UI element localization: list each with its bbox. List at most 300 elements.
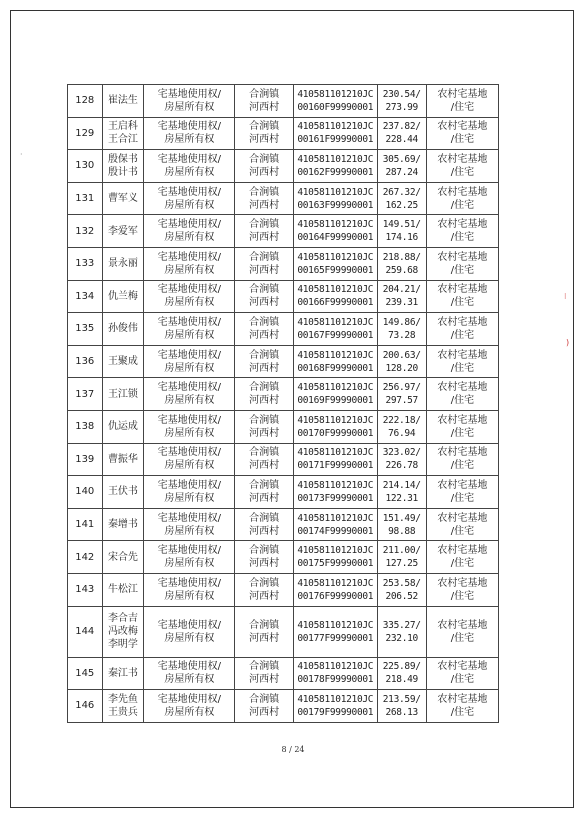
cell-unit-code-line: 410581101210JC	[297, 251, 374, 263]
cell-right-type-line: 宅基地使用权/	[157, 349, 222, 361]
cell-owner-name	[102, 182, 144, 215]
cell-area	[377, 410, 426, 443]
cell-right-type-line: 房屋所有权	[164, 427, 215, 439]
cell-owner-name-line: 秦增书	[107, 519, 138, 531]
cell-right-type-line: 宅基地使用权/	[157, 382, 222, 394]
cell-owner-name-line: 崔法生	[107, 95, 138, 107]
cell-area	[377, 150, 426, 183]
cell-owner-name-line: 李先鱼	[107, 693, 138, 705]
cell-location-line: 河西村	[249, 460, 280, 472]
cell-usage-line: 农村宅基地	[437, 316, 488, 328]
cell-unit-code-line: 410581101210JC	[297, 349, 374, 361]
cell-usage	[426, 541, 498, 574]
cell-unit-code-line: 410581101210JC	[297, 316, 374, 328]
cell-usage-line: 农村宅基地	[437, 382, 488, 394]
cell-usage-line: /住宅	[450, 558, 475, 570]
cell-unit-code-line: 410581101210JC	[297, 447, 374, 459]
cell-right-type-line: 房屋所有权	[164, 362, 215, 374]
cell-right-type	[144, 247, 235, 280]
cell-owner-name-line: 王江锁	[107, 388, 138, 400]
cell-location	[235, 85, 294, 118]
cell-unit-code-line: 410581101210JC	[297, 577, 374, 589]
cell-area-line: 273.99	[385, 101, 418, 113]
cell-right-type-line: 宅基地使用权/	[157, 661, 222, 673]
cell-location	[235, 657, 294, 690]
cell-unit-code	[293, 606, 377, 657]
cell-area-line: 174.16	[385, 232, 418, 244]
cell-right-type-line: 房屋所有权	[164, 232, 215, 244]
cell-area	[377, 657, 426, 690]
cell-location-line: 合涧镇	[249, 382, 280, 394]
cell-usage-line: /住宅	[450, 329, 475, 341]
cell-number: 129	[68, 117, 103, 150]
cell-right-type-line: 宅基地使用权/	[157, 577, 222, 589]
cell-usage-line: 农村宅基地	[437, 186, 488, 198]
cell-area-line: 256.97/	[382, 382, 421, 394]
cell-unit-code-line: 410581101210JC	[297, 512, 374, 524]
cell-usage	[426, 150, 498, 183]
cell-location-line: 河西村	[249, 590, 280, 602]
cell-number: 144	[68, 606, 103, 657]
cell-unit-code	[293, 182, 377, 215]
cell-area-line: 230.54/	[382, 88, 421, 100]
cell-number: 142	[68, 541, 103, 574]
cell-usage-line: /住宅	[450, 101, 475, 113]
cell-area-line: 323.02/	[382, 447, 421, 459]
cell-usage-line: 农村宅基地	[437, 693, 488, 705]
cell-right-type	[144, 215, 235, 248]
cell-area-line: 267.32/	[382, 186, 421, 198]
cell-unit-code	[293, 280, 377, 313]
cell-owner-name-line: 王贵兵	[107, 706, 138, 718]
cell-owner-name	[102, 247, 144, 280]
cell-usage	[426, 410, 498, 443]
cell-area-line: 151.49/	[382, 512, 421, 524]
cell-unit-code-line: 00176F99990001	[297, 590, 374, 602]
table-row	[68, 280, 499, 313]
cell-location-line: 河西村	[249, 525, 280, 537]
cell-location-line: 河西村	[249, 264, 280, 276]
cell-location-line: 河西村	[249, 329, 280, 341]
cell-right-type-line: 宅基地使用权/	[157, 251, 222, 263]
cell-usage-line: 农村宅基地	[437, 512, 488, 524]
cell-location-line: 合涧镇	[249, 219, 280, 231]
cell-right-type	[144, 657, 235, 690]
cell-unit-code-line: 410581101210JC	[297, 693, 374, 705]
cell-location-line: 河西村	[249, 101, 280, 113]
cell-location	[235, 443, 294, 476]
cell-usage	[426, 117, 498, 150]
cell-location-line: 河西村	[249, 362, 280, 374]
cell-location-line: 合涧镇	[249, 251, 280, 263]
cell-usage-line: /住宅	[450, 460, 475, 472]
cell-owner-name-line: 李明学	[107, 639, 138, 650]
cell-unit-code-line: 410581101210JC	[297, 619, 374, 631]
cell-unit-code-line: 00162F99990001	[297, 166, 374, 178]
cell-usage	[426, 657, 498, 690]
table-row	[68, 476, 499, 509]
cell-location-line: 河西村	[249, 492, 280, 504]
cell-usage-line: 农村宅基地	[437, 251, 488, 263]
cell-right-type-line: 宅基地使用权/	[157, 447, 222, 459]
cell-area	[377, 313, 426, 346]
cell-right-type	[144, 573, 235, 606]
cell-area-line: 335.27/	[382, 619, 421, 631]
cell-usage-line: 农村宅基地	[437, 88, 488, 100]
cell-unit-code-line: 00167F99990001	[297, 329, 374, 341]
cell-usage	[426, 378, 498, 411]
cell-location-line: 河西村	[249, 558, 280, 570]
cell-number: 145	[68, 657, 103, 690]
cell-area-line: 76.94	[388, 427, 416, 439]
cell-usage	[426, 606, 498, 657]
cell-usage	[426, 85, 498, 118]
cell-area	[377, 573, 426, 606]
cell-unit-code	[293, 690, 377, 723]
cell-location	[235, 150, 294, 183]
cell-area-line: 149.86/	[382, 316, 421, 328]
cell-location-line: 合涧镇	[249, 121, 280, 133]
cell-right-type-line: 房屋所有权	[164, 492, 215, 504]
cell-location-line: 河西村	[249, 427, 280, 439]
cell-right-type-line: 宅基地使用权/	[157, 316, 222, 328]
cell-usage-line: 农村宅基地	[437, 479, 488, 491]
cell-unit-code-line: 00164F99990001	[297, 232, 374, 244]
cell-usage-line: /住宅	[450, 427, 475, 439]
cell-usage-line: 农村宅基地	[437, 447, 488, 459]
cell-unit-code	[293, 476, 377, 509]
cell-area	[377, 182, 426, 215]
cell-area	[377, 345, 426, 378]
cell-usage-line: 农村宅基地	[437, 153, 488, 165]
table-row	[68, 657, 499, 690]
table-row	[68, 508, 499, 541]
cell-location	[235, 215, 294, 248]
cell-unit-code	[293, 573, 377, 606]
cell-right-type	[144, 410, 235, 443]
cell-unit-code-line: 00160F99990001	[297, 101, 374, 113]
cell-owner-name	[102, 313, 144, 346]
cell-owner-name-line: 冯改梅	[107, 626, 138, 637]
cell-owner-name-line: 仇兰梅	[107, 290, 138, 302]
cell-owner-name	[102, 443, 144, 476]
cell-area-line: 253.58/	[382, 577, 421, 589]
cell-right-type-line: 宅基地使用权/	[157, 693, 222, 705]
cell-usage-line: /住宅	[450, 199, 475, 211]
cell-usage-line: 农村宅基地	[437, 349, 488, 361]
cell-owner-name	[102, 378, 144, 411]
cell-location	[235, 541, 294, 574]
cell-area-line: 287.24	[385, 166, 418, 178]
cell-unit-code-line: 410581101210JC	[297, 545, 374, 557]
cell-unit-code	[293, 215, 377, 248]
cell-location	[235, 508, 294, 541]
cell-owner-name-line: 王伏书	[107, 486, 138, 498]
cell-unit-code	[293, 313, 377, 346]
cell-right-type-line: 房屋所有权	[164, 166, 215, 178]
cell-usage-line: /住宅	[450, 297, 475, 309]
cell-right-type	[144, 378, 235, 411]
cell-area-line: 211.00/	[382, 545, 421, 557]
cell-location	[235, 345, 294, 378]
registration-table	[67, 84, 499, 723]
cell-area-line: 206.52	[385, 590, 418, 602]
cell-area-line: 268.13	[385, 706, 418, 718]
cell-location	[235, 690, 294, 723]
cell-owner-name	[102, 117, 144, 150]
cell-owner-name	[102, 85, 144, 118]
cell-right-type-line: 房屋所有权	[164, 297, 215, 309]
cell-area-line: 232.10	[385, 632, 418, 644]
cell-unit-code-line: 410581101210JC	[297, 88, 374, 100]
cell-right-type	[144, 443, 235, 476]
cell-area	[377, 378, 426, 411]
cell-location	[235, 606, 294, 657]
cell-area-line: 162.25	[385, 199, 418, 211]
cell-location-line: 合涧镇	[249, 693, 280, 705]
cell-usage	[426, 182, 498, 215]
cell-unit-code	[293, 657, 377, 690]
cell-location-line: 合涧镇	[249, 512, 280, 524]
cell-location	[235, 182, 294, 215]
table-row	[68, 443, 499, 476]
cell-location	[235, 378, 294, 411]
cell-area-line: 228.44	[385, 134, 418, 146]
cell-right-type	[144, 508, 235, 541]
cell-owner-name	[102, 657, 144, 690]
cell-usage-line: 农村宅基地	[437, 219, 488, 231]
cell-unit-code	[293, 541, 377, 574]
cell-number: 131	[68, 182, 103, 215]
cell-location-line: 河西村	[249, 674, 280, 686]
cell-right-type-line: 宅基地使用权/	[157, 512, 222, 524]
cell-number: 128	[68, 85, 103, 118]
table-row	[68, 85, 499, 118]
cell-location-line: 合涧镇	[249, 414, 280, 426]
cell-right-type-line: 房屋所有权	[164, 395, 215, 407]
cell-right-type-line: 房屋所有权	[164, 674, 215, 686]
cell-unit-code	[293, 247, 377, 280]
cell-area-line: 297.57	[385, 395, 418, 407]
cell-area-line: 213.59/	[382, 693, 421, 705]
cell-right-type-line: 宅基地使用权/	[157, 186, 222, 198]
cell-area-line: 98.88	[388, 525, 416, 537]
cell-area	[377, 117, 426, 150]
cell-number: 130	[68, 150, 103, 183]
cell-right-type	[144, 182, 235, 215]
cell-usage	[426, 573, 498, 606]
table-row	[68, 573, 499, 606]
cell-unit-code-line: 410581101210JC	[297, 661, 374, 673]
cell-owner-name	[102, 150, 144, 183]
cell-right-type-line: 房屋所有权	[164, 706, 215, 718]
cell-usage	[426, 690, 498, 723]
cell-unit-code-line: 410581101210JC	[297, 382, 374, 394]
cell-number: 133	[68, 247, 103, 280]
cell-owner-name	[102, 606, 144, 657]
cell-usage	[426, 280, 498, 313]
cell-usage-line: /住宅	[450, 674, 475, 686]
cell-area-line: 73.28	[388, 329, 416, 341]
cell-location-line: 合涧镇	[249, 186, 280, 198]
cell-location	[235, 280, 294, 313]
cell-unit-code-line: 00166F99990001	[297, 297, 374, 309]
cell-usage-line: /住宅	[450, 632, 475, 644]
cell-area	[377, 606, 426, 657]
cell-owner-name	[102, 345, 144, 378]
cell-right-type-line: 房屋所有权	[164, 199, 215, 211]
cell-unit-code	[293, 378, 377, 411]
cell-number: 134	[68, 280, 103, 313]
cell-unit-code-line: 00178F99990001	[297, 674, 374, 686]
cell-number: 136	[68, 345, 103, 378]
cell-location-line: 合涧镇	[249, 661, 280, 673]
cell-area	[377, 85, 426, 118]
cell-unit-code-line: 00174F99990001	[297, 525, 374, 537]
cell-right-type-line: 宅基地使用权/	[157, 414, 222, 426]
cell-right-type	[144, 150, 235, 183]
cell-unit-code	[293, 85, 377, 118]
cell-area	[377, 690, 426, 723]
table-row	[68, 182, 499, 215]
cell-location-line: 合涧镇	[249, 349, 280, 361]
cell-area-line: 237.82/	[382, 121, 421, 133]
cell-right-type-line: 房屋所有权	[164, 134, 215, 146]
cell-right-type-line: 房屋所有权	[164, 525, 215, 537]
cell-owner-name	[102, 690, 144, 723]
table-row	[68, 150, 499, 183]
cell-area-line: 214.14/	[382, 479, 421, 491]
cell-right-type-line: 宅基地使用权/	[157, 219, 222, 231]
cell-owner-name-line: 牛松江	[107, 584, 138, 596]
cell-right-type-line: 房屋所有权	[164, 632, 215, 644]
cell-owner-name-line: 王聚成	[107, 356, 138, 368]
cell-right-type	[144, 690, 235, 723]
cell-area-line: 218.88/	[382, 251, 421, 263]
margin-mark: ·	[20, 150, 23, 159]
cell-usage	[426, 247, 498, 280]
cell-owner-name	[102, 280, 144, 313]
cell-unit-code-line: 00163F99990001	[297, 199, 374, 211]
cell-usage-line: 农村宅基地	[437, 545, 488, 557]
cell-area-line: 149.51/	[382, 219, 421, 231]
cell-number: 143	[68, 573, 103, 606]
cell-unit-code-line: 00165F99990001	[297, 264, 374, 276]
cell-right-type	[144, 476, 235, 509]
cell-unit-code	[293, 117, 377, 150]
cell-location-line: 合涧镇	[249, 619, 280, 631]
cell-right-type	[144, 313, 235, 346]
cell-right-type-line: 宅基地使用权/	[157, 479, 222, 491]
cell-unit-code-line: 00169F99990001	[297, 395, 374, 407]
cell-unit-code-line: 410581101210JC	[297, 153, 374, 165]
cell-location	[235, 410, 294, 443]
cell-owner-name-line: 曹军义	[107, 193, 138, 205]
cell-area-line: 259.68	[385, 264, 418, 276]
cell-right-type	[144, 117, 235, 150]
cell-right-type-line: 宅基地使用权/	[157, 121, 222, 133]
cell-unit-code-line: 410581101210JC	[297, 121, 374, 133]
cell-location	[235, 476, 294, 509]
cell-location	[235, 573, 294, 606]
cell-usage-line: 农村宅基地	[437, 619, 488, 631]
cell-usage	[426, 345, 498, 378]
cell-number: 137	[68, 378, 103, 411]
cell-area-line: 127.25	[385, 558, 418, 570]
cell-usage	[426, 508, 498, 541]
cell-location	[235, 313, 294, 346]
cell-unit-code-line: 00171F99990001	[297, 460, 374, 472]
cell-usage	[426, 476, 498, 509]
table-row	[68, 247, 499, 280]
cell-unit-code	[293, 508, 377, 541]
cell-location-line: 合涧镇	[249, 545, 280, 557]
cell-unit-code-line: 410581101210JC	[297, 186, 374, 198]
cell-right-type-line: 宅基地使用权/	[157, 284, 222, 296]
cell-owner-name-line: 景永丽	[107, 258, 138, 270]
cell-usage	[426, 215, 498, 248]
cell-location-line: 河西村	[249, 632, 280, 644]
cell-usage-line: 农村宅基地	[437, 284, 488, 296]
cell-number: 135	[68, 313, 103, 346]
cell-owner-name-line: 王启科	[107, 121, 138, 133]
cell-area	[377, 215, 426, 248]
cell-usage	[426, 443, 498, 476]
cell-owner-name-line: 秦江书	[107, 667, 138, 679]
cell-owner-name-line: 孙俊伟	[107, 323, 138, 335]
cell-right-type	[144, 345, 235, 378]
cell-location-line: 合涧镇	[249, 316, 280, 328]
cell-unit-code-line: 00161F99990001	[297, 134, 374, 146]
cell-right-type-line: 房屋所有权	[164, 264, 215, 276]
cell-usage-line: /住宅	[450, 362, 475, 374]
cell-owner-name	[102, 573, 144, 606]
cell-area-line: 200.63/	[382, 349, 421, 361]
cell-owner-name-line: 宋合先	[107, 551, 138, 563]
table-row	[68, 313, 499, 346]
cell-usage-line: 农村宅基地	[437, 414, 488, 426]
cell-usage-line: 农村宅基地	[437, 661, 488, 673]
cell-number: 146	[68, 690, 103, 723]
cell-number: 138	[68, 410, 103, 443]
cell-right-type-line: 宅基地使用权/	[157, 619, 222, 631]
cell-location-line: 合涧镇	[249, 479, 280, 491]
cell-usage-line: /住宅	[450, 264, 475, 276]
cell-right-type-line: 房屋所有权	[164, 590, 215, 602]
cell-usage-line: /住宅	[450, 706, 475, 718]
cell-unit-code-line: 00170F99990001	[297, 427, 374, 439]
cell-location-line: 河西村	[249, 199, 280, 211]
cell-owner-name	[102, 508, 144, 541]
margin-mark: ⁝	[564, 292, 567, 301]
cell-usage-line: /住宅	[450, 492, 475, 504]
table-row	[68, 345, 499, 378]
cell-right-type-line: 房屋所有权	[164, 101, 215, 113]
cell-usage-line: /住宅	[450, 590, 475, 602]
margin-mark: )	[566, 338, 570, 347]
cell-location-line: 合涧镇	[249, 577, 280, 589]
cell-area-line: 222.18/	[382, 414, 421, 426]
cell-right-type	[144, 85, 235, 118]
cell-right-type-line: 宅基地使用权/	[157, 545, 222, 557]
cell-location-line: 河西村	[249, 706, 280, 718]
cell-location-line: 合涧镇	[249, 88, 280, 100]
cell-location-line: 河西村	[249, 395, 280, 407]
cell-unit-code	[293, 150, 377, 183]
cell-right-type-line: 房屋所有权	[164, 558, 215, 570]
cell-location-line: 合涧镇	[249, 153, 280, 165]
cell-location-line: 合涧镇	[249, 447, 280, 459]
